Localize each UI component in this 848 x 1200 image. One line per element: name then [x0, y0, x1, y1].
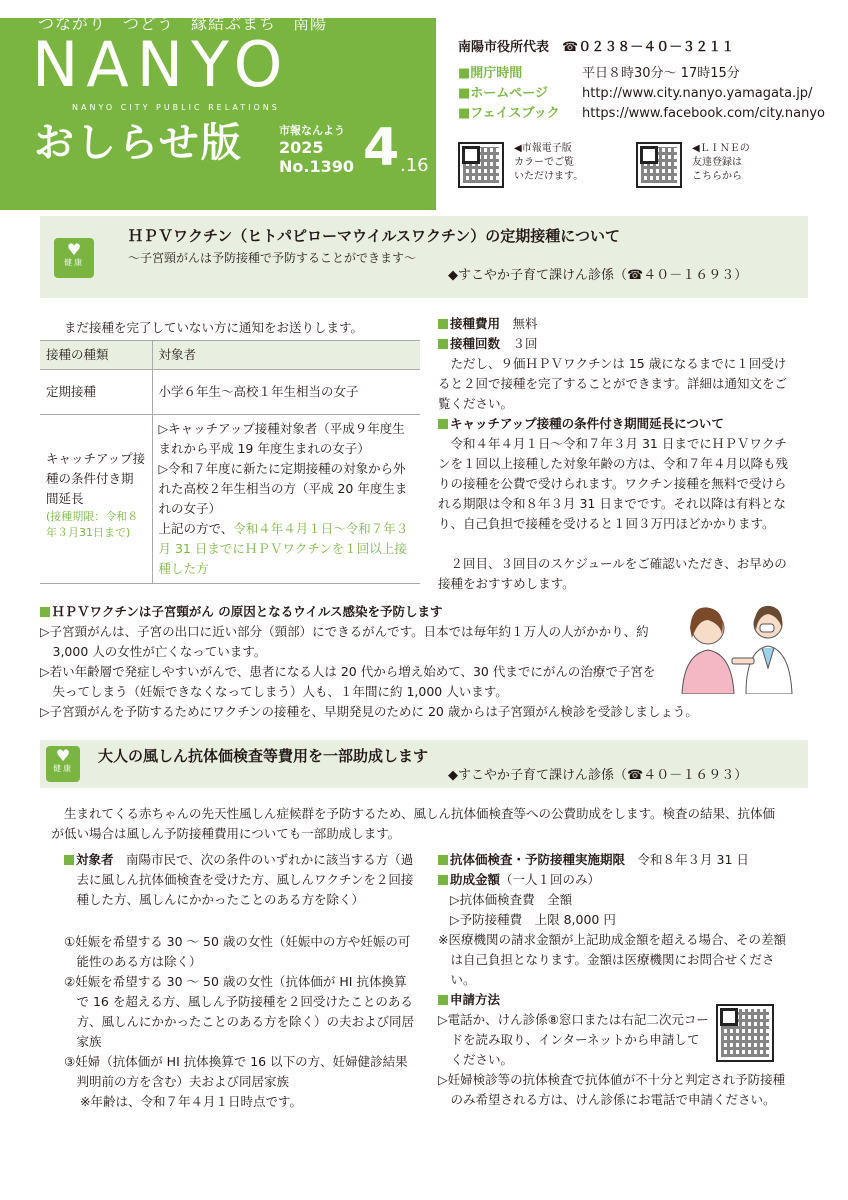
ext-title-line: [438, 414, 724, 434]
table-header-type: 接種の種類: [40, 341, 152, 370]
target-item-3: ③妊婦（抗体価が HI 抗体換算で 16 以下の方、妊婦健診結果判明前の方を含む）夫および同居家族: [64, 1054, 408, 1089]
qr-code-apply[interactable]: [716, 1004, 774, 1062]
target-block: [64, 850, 416, 910]
fee-line: [438, 314, 538, 334]
health-icon: [54, 238, 94, 278]
times-label: 接種回数: [450, 336, 501, 351]
info-row-homepage: [458, 84, 812, 104]
fee-value: 無料: [512, 316, 538, 331]
amount-line: [438, 870, 600, 890]
table-row: [40, 415, 420, 584]
apply-item-1: ▷電話か、けん診係⑧窓口または右記二次元コードを読み取り、インターネットから申請してください。: [438, 1012, 709, 1067]
catchup-label: キャッチアップ接種の条件付き期間延長: [46, 451, 146, 506]
hpv-intro: まだ接種を完了していない方に通知をお送りします。: [64, 320, 364, 335]
facebook-label: ■フェイスブック: [458, 106, 560, 121]
edition-title: おしらせ版: [34, 120, 243, 166]
catchup-target-c-lead: 上記の方で、: [158, 521, 234, 536]
issue-number: No.1390: [279, 157, 354, 176]
hpv-title: ＨＰＶワクチン（ヒトパピローマウイルスワクチン）の定期接種について: [128, 227, 621, 245]
logo-subtitle: NANYO CITY PUBLIC RELATIONS: [72, 103, 280, 112]
table-row: [40, 370, 420, 415]
amount-note: ※医療機関の請求金額が上記助成金額を超える場合、その差額は自己負担となります。金額は医療機関にお問合せください。: [438, 932, 786, 987]
period-line: [438, 850, 749, 870]
issue-month: 4: [363, 118, 400, 178]
health-icon: [46, 746, 80, 782]
contact-info-panel: [436, 18, 848, 210]
amount-sub: （一人１回のみ）: [500, 872, 601, 887]
heart-plus-icon: ♥: [66, 240, 82, 259]
target-label: 対象者: [76, 852, 114, 867]
homepage-label: ■ホームページ: [458, 86, 549, 101]
qr-ebook-note-line: いただけます。: [514, 171, 584, 182]
qr-ebook-note-line: ◀市報電子版: [514, 143, 572, 154]
rubella-contact: ◆すこやか子育て課けん診係（☎４０－１６９３）: [448, 768, 748, 783]
qr-ebook-note-line: カラーでご覧: [514, 157, 574, 168]
hpv-subtitle: ～子宮頸がんは予防接種で予防することができます～: [128, 251, 417, 265]
hours-label: ■開庁時間: [458, 66, 523, 81]
city-office-label: 南陽市役所代表: [458, 40, 550, 55]
catchup-target-c: [159, 519, 415, 579]
hpv-target-table: [40, 340, 420, 584]
table-cell: 定期接種: [40, 370, 152, 415]
qr-line-note-line: こちらから: [692, 171, 742, 182]
catchup-target-b: ▷令和７年度に新たに定期接種の対象から外れた高校２年生相当の方（平成 20 年度生まれの女子）: [158, 461, 408, 516]
ext-text-2: ２回目、３回目のスケジュールをご確認いただき、お早めの接種をおすすめします。: [438, 556, 787, 591]
hours-value: 平日８時30分～ 17時15分: [582, 66, 740, 81]
catchup-target-a: ▷キャッチアップ接種対象者（平成９年度生まれから平成 19 年度生まれの女子）: [158, 421, 405, 456]
vaccination-illustration: [676, 598, 806, 694]
tagline: つながり つどう 縁結ぶまち 南陽: [38, 14, 328, 33]
table-cell: 小学６年生～高校１年生相当の女子: [152, 370, 420, 415]
info-row-hours: [458, 64, 740, 84]
page-header: [0, 0, 848, 210]
table-cell: [152, 415, 420, 584]
cause-bullet-3: ▷子宮頸がんを予防するためにワクチンの接種を、早期発見のために 20 歳からは子宮頸がん検診を受診しましょう。: [40, 704, 698, 719]
target-text: 南陽市民で、次の条件のいずれかに該当する方（過去に風しん抗体価検査を受けた方、風しんワクチンを２回接種した方、風しんにかかったことのある方を除く）: [76, 852, 414, 907]
times-line: [438, 334, 538, 354]
qr-code-ebook[interactable]: [458, 142, 504, 188]
qr-line-note-line: ◀ＬＩＮＥの: [692, 143, 750, 154]
health-icon-label: 健康: [53, 764, 73, 773]
table-cell: [40, 415, 152, 584]
facebook-link[interactable]: https://www.facebook.com/city.nanyo: [582, 106, 826, 121]
heart-plus-icon: ♥: [55, 746, 71, 765]
rubella-title: 大人の風しん抗体価検査等費用を一部助成します: [98, 747, 429, 765]
logo-nanyo: NANYO: [32, 28, 291, 101]
city-office-tel: [458, 38, 734, 58]
rubella-section-header: [40, 740, 808, 788]
homepage-link[interactable]: http://www.city.nanyo.yamagata.jp/: [582, 86, 813, 101]
period-value: 令和８年３月 31 日: [637, 852, 749, 867]
times-text: ただし、９価ＨＰＶワクチンは 15 歳になるまでに１回受けると２回で接種を完了することができます。詳細は通知文をご覧ください。: [438, 356, 788, 411]
cause-bullet-1: ▷子宮頸がんは、子宮の出口に近い部分（頸部）にできるがんです。日本では毎年約１万人の人がかかり、約 3,000 人の女性が亡くなっています。: [40, 624, 649, 659]
rubella-intro: 生まれてくる赤ちゃんの先天性風しん症候群を予防するため、風しん抗体価検査等への公費助成をします。検査の結果、抗体価が低い場合は風しん予防接種費用についても一部助成します。: [51, 806, 776, 841]
period-label: 抗体価検査・予防接種実施期限: [450, 852, 626, 867]
table-header-target: 対象者: [152, 341, 420, 370]
health-icon-label: 健康: [64, 258, 84, 267]
city-office-phone: ☎０２３８－４０－３２１１: [562, 40, 735, 55]
hpv-section-header: [40, 216, 808, 298]
apply-label: 申請方法: [450, 992, 501, 1007]
apply-title-line: [438, 990, 500, 1010]
cause-title: ＨＰＶワクチンは子宮頸がん の原因となるウイルス感染を予防します: [52, 604, 443, 619]
amount-item-1: ▷抗体価検査費 全額: [450, 892, 573, 907]
qr-ebook-note: [514, 142, 583, 184]
fee-label: 接種費用: [450, 316, 501, 331]
catchup-deadline: (接種期限：令和８年３月31日まで): [46, 510, 139, 539]
qr-line-note: [692, 142, 750, 184]
target-item-2: ②妊娠を希望する 30 ～ 50 歳の女性（抗体価が HI 抗体換算で 16 を超える方、風しん予防接種を２回受けたことのある方、風しんにかかったことのある方を除く）の夫および同居家族: [64, 974, 415, 1049]
qr-line-note-line: 友達登録は: [692, 157, 742, 168]
ext-label: キャッチアップ接種の条件付き期間延長について: [450, 416, 724, 431]
koho-label: 市報なんよう: [279, 124, 345, 137]
cause-bullet-2: ▷若い年齢層で発症しやすいがんで、患者になる人は 20 代から増え始めて、30 代までにがんの治療で子宮を失ってしまう（妊娠できなくなってしまう）人も、１年間に約 1,000 人います。: [40, 664, 656, 699]
age-note: ※年齢は、令和７年４月１日時点です。: [80, 1094, 302, 1109]
qr-code-line[interactable]: [636, 142, 682, 188]
cause-title-line: [40, 602, 442, 622]
catchup-target-c-highlight: 令和４年４月１日～令和７年３月 31 日までにＨＰＶワクチンを１回以上接種した方: [158, 521, 409, 576]
ext-text: 令和４年４月１日～令和７年３月 31 日までにＨＰＶワクチンを１回以上接種した対象年齢の方は、令和７年４月以降も残りの接種を公費で受けられます。ワクチン接種を無料で受けられる期限は令和８年３月 31 日までです。それ以降は有料となり、自己負担で接種を受けると１回３万円ほどかかります。: [438, 436, 789, 531]
times-value: ３回: [512, 336, 538, 351]
issue-year: 2025: [279, 138, 324, 157]
amount-label: 助成金額: [450, 872, 501, 887]
apply-item-2: ▷妊婦検診等の抗体検査で抗体値が不十分と判定され予防接種のみ希望される方は、けん診係にお電話で申請ください。: [438, 1072, 786, 1107]
issue-day: .16: [400, 155, 429, 176]
hpv-contact: ◆すこやか子育て課けん診係（☎４０－１６９３）: [448, 268, 748, 283]
target-item-1: ①妊娠を希望する 30 ～ 50 歳の女性（妊娠中の方や妊娠の可能性のある方は除く）: [64, 934, 411, 969]
amount-item-2: ▷予防接種費 上限 8,000 円: [450, 912, 616, 927]
info-row-facebook: [458, 104, 825, 124]
